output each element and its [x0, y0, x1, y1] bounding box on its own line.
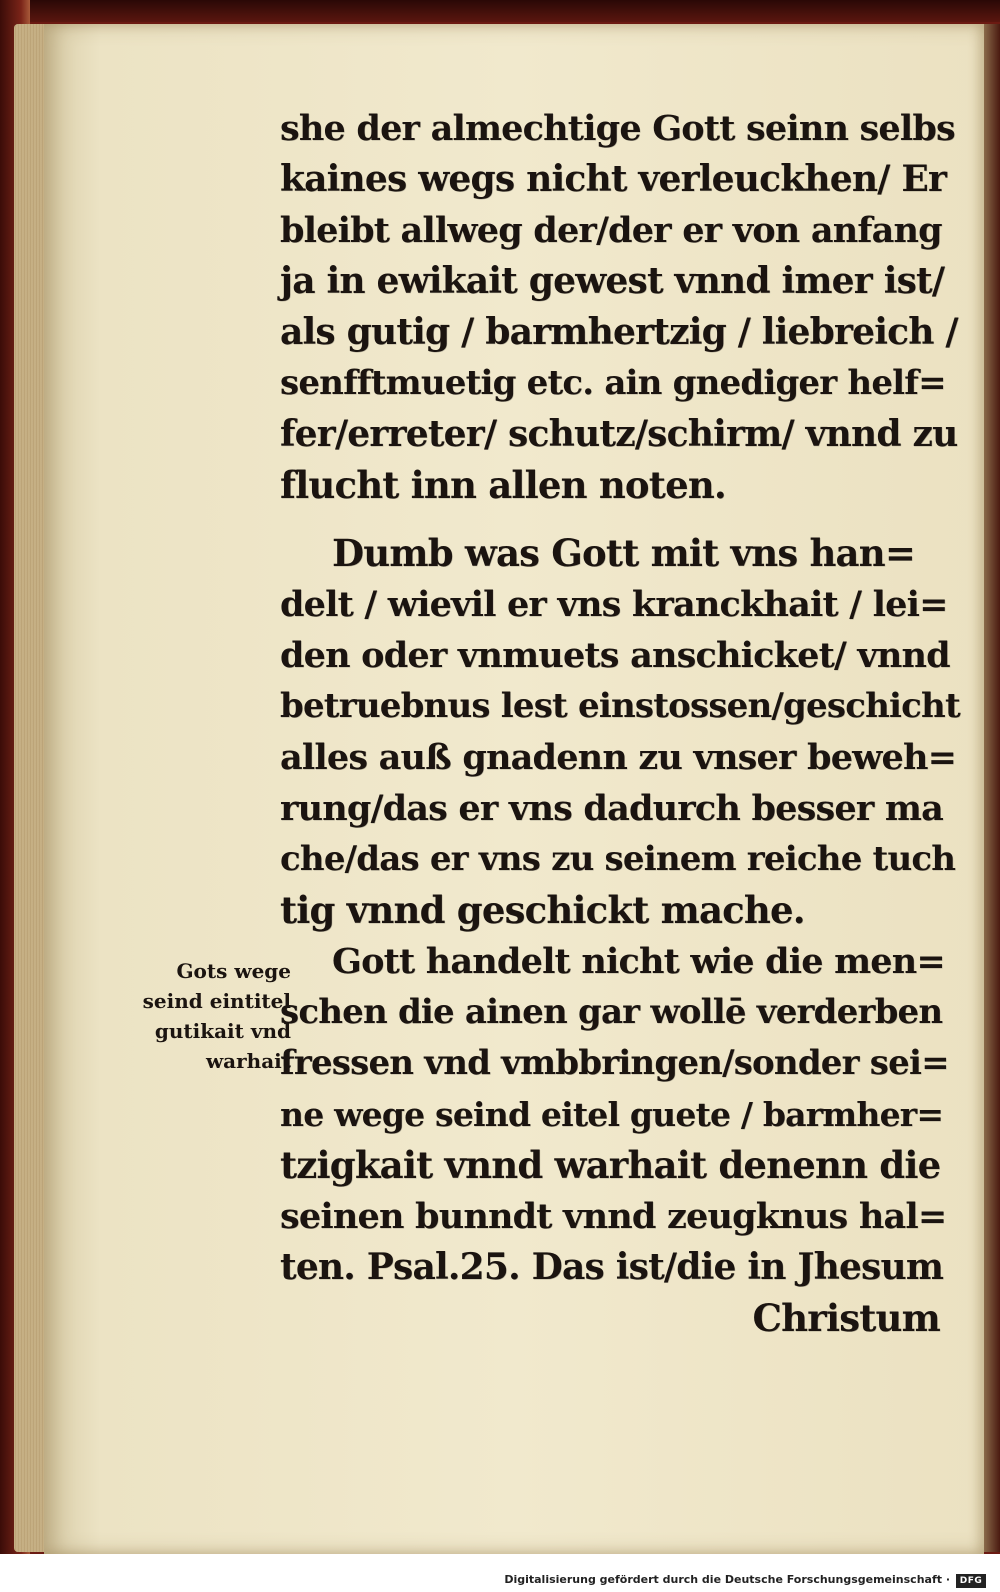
text-line: rung/das er vns dadurch besser ma: [280, 788, 944, 829]
text-line: ten. Psal.25. Das ist/die in Jhesum: [280, 1246, 944, 1288]
marginal-note-line: warhait: [205, 1049, 291, 1073]
book-top-edge: [0, 0, 1000, 22]
text-line: fer/erreter/ schutz/schirm/ vnnd zu: [280, 413, 958, 455]
book-right-edge: [984, 24, 1000, 1552]
text-line: flucht inn allen noten.: [280, 463, 727, 507]
marginal-note: [106, 956, 291, 1076]
footer-bar: [0, 1554, 1000, 1592]
text-line: seinen bunndt vnnd zeugknus hal=: [280, 1196, 947, 1237]
marginal-note-line: seind eintitel: [142, 989, 291, 1013]
text-line: betruebnus lest einstossen/geschicht: [280, 686, 960, 726]
paragraph-2: [280, 528, 960, 936]
footer-credit: Digitalisierung gefördert durch die Deutsche Forschungsgemeinschaft ·: [504, 1573, 950, 1586]
marginal-note-line: gutikait vnd: [154, 1019, 291, 1043]
text-line: kaines wegs nicht verleuckhen/ Er: [280, 158, 947, 200]
text-line: alles auß gnadenn zu vnser beweh=: [280, 737, 957, 778]
marginal-note-line: Gots wege: [176, 959, 291, 983]
text-line: ne wege seind eitel guete / barmher=: [280, 1095, 944, 1134]
text-line: fressen vnd vmbbringen/sonder sei=: [280, 1043, 949, 1083]
text-line: tig vnnd geschickt mache.: [280, 888, 805, 932]
text-line: schen die ainen gar wollē verderben: [280, 992, 943, 1032]
text-line: Dumb was Gott mit vns han=: [332, 531, 916, 575]
text-line: che/das er vns zu seinem reiche tuch: [280, 839, 956, 879]
catchword: Christum: [752, 1296, 940, 1340]
paragraph-3: [280, 936, 960, 1344]
text-line: ja in ewikait gewest vnnd imer ist/: [280, 260, 945, 302]
text-line: als gutig / barmhertzig / liebreich /: [280, 311, 958, 353]
text-line: delt / wievil er vns kranckhait / lei=: [280, 584, 948, 625]
dfg-logo-icon: DFG: [956, 1574, 986, 1588]
text-line: den oder vnmuets anschicket/ vnnd: [280, 635, 950, 676]
text-line: bleibt allweg der/der er von anfang: [280, 210, 942, 251]
paragraph-1: [280, 103, 960, 511]
text-line: she der almechtige Gott seinn selbs: [280, 108, 955, 149]
text-line: tzigkait vnnd warhait denenn die: [280, 1143, 941, 1187]
text-line: Gott handelt nicht wie die men=: [332, 941, 945, 982]
text-line: senfftmuetig etc. ain gnediger helf=: [280, 363, 946, 403]
